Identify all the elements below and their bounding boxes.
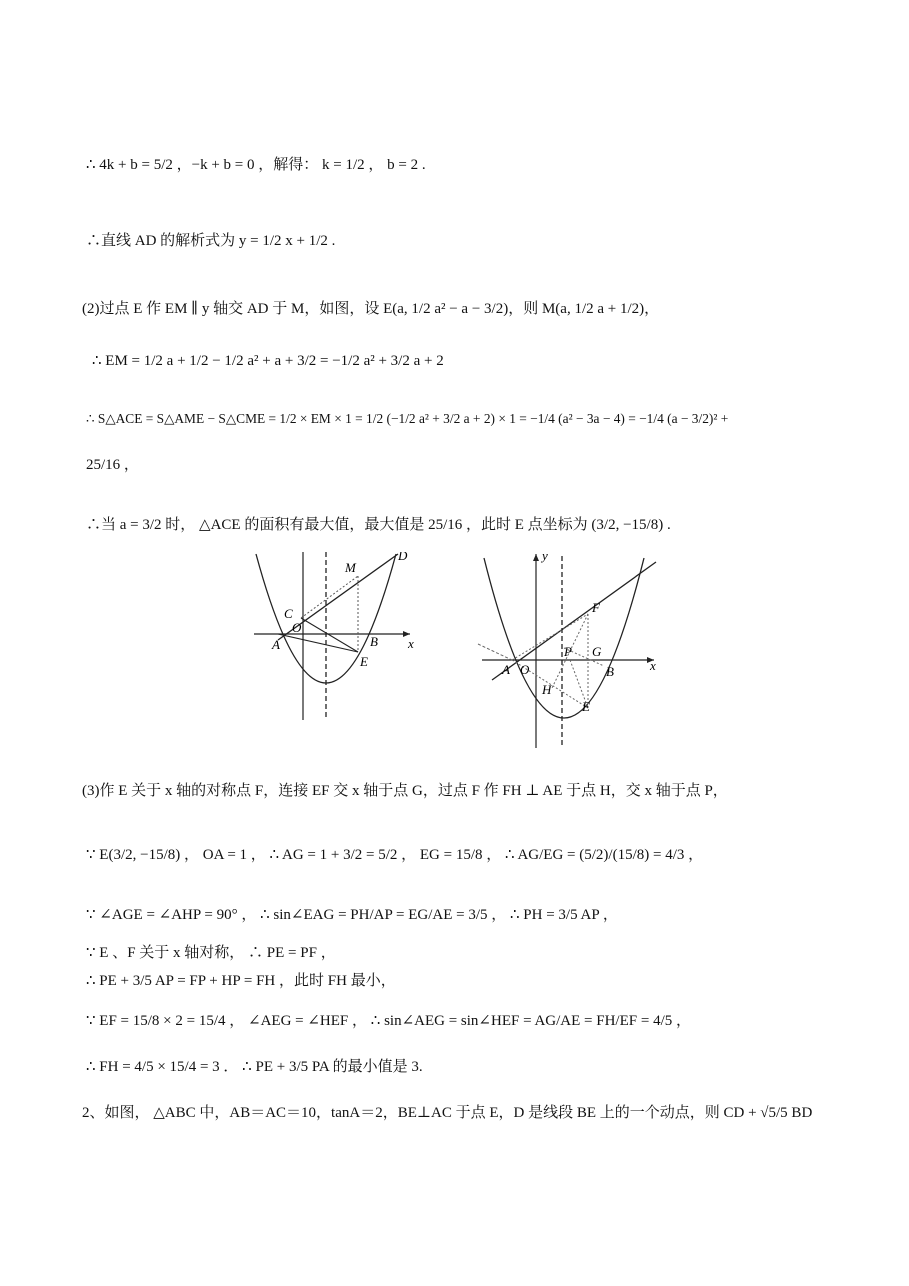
line-13: ∵ EF = 15/8 × 2 = 15/4 ， ∠AEG = ∠HEF ， ∴ sin∠AEG = sin∠HEF = AG/AE = FH/EF = 4/5 ， <box>86 1013 691 1029</box>
line-7: ∴当 a = 3/2 时， △ACE 的面积有最大值，最大值是 25/16 ，此时 E 点坐标为 (3/2, −15/8) . <box>86 517 671 533</box>
segment-cm <box>301 576 358 618</box>
label-p: P <box>564 644 572 659</box>
line-2: ∴直线 AD 的解析式为 y = 1/2 x + 1/2 . <box>86 233 336 249</box>
parabola <box>484 558 644 718</box>
label-g: G <box>592 644 602 659</box>
extension-line <box>478 644 512 660</box>
label-a: A <box>272 637 280 652</box>
figure-1 <box>248 552 418 722</box>
line-15: 2、如图， △ABC 中，AB＝AC＝10，tanA＝2，BE⊥AC 于点 E，D 是线段 BE 上的一个动点，则 CD + √5/5 BD <box>82 1105 813 1121</box>
line-12: ∴ PE + 3/5 AP = FP + HP = FH ，此时 FH 最小， <box>86 973 396 989</box>
line-10: ∵ ∠AGE = ∠AHP = 90° ， ∴ sin∠EAG = PH/AP = EG/AE = 3/5 ， ∴ PH = 3/5 AP ， <box>86 907 618 923</box>
label-b: B <box>606 664 614 679</box>
label-m: M <box>345 560 356 575</box>
label-o: O <box>520 662 530 677</box>
label-o: O <box>292 620 302 635</box>
line-6: 25/16 ， <box>86 457 139 473</box>
line-1: ∴ 4k + b = 5/2 ，−k + b = 0 ，解得： k = 1/2 ， b = 2 . <box>86 157 426 173</box>
line-5: ∴ S△ACE = S△AME − S△CME = 1/2 × EM × 1 = 1/2 (−1/2 a² + 3/2 a + 2) × 1 = −1/4 (a² − 3a − 4) = −1/4 (a − 3/2)² + <box>86 411 729 426</box>
line-3: (2)过点 E 作 EM ∥ y 轴交 AD 于 M，如图，设 E(a, 1/2 a² − a − 3/2)，则 M(a, 1/2 a + 1/2)， <box>82 301 660 317</box>
label-y: y <box>542 548 548 563</box>
label-e: E <box>582 699 590 714</box>
segment-ce <box>301 618 358 652</box>
line-14: ∴ FH = 4/5 × 15/4 = 3 ． ∴ PE + 3/5 PA 的最小值是 3. <box>86 1059 423 1075</box>
label-b: B <box>370 634 378 649</box>
figure-2 <box>472 548 662 748</box>
label-h: H <box>542 682 552 697</box>
label-x: x <box>650 658 656 673</box>
label-f: F <box>592 600 600 615</box>
line-4: ∴ EM = 1/2 a + 1/2 − 1/2 a² + a + 3/2 = −1/2 a² + 3/2 a + 2 <box>92 353 444 369</box>
label-d: D <box>398 552 408 563</box>
line-11: ∵ E 、F 关于 x 轴对称， ∴ PE = PF ， <box>86 945 336 961</box>
label-x: x <box>408 636 414 651</box>
line-ad <box>492 562 656 680</box>
label-e: E <box>360 654 368 669</box>
line-8: (3)作 E 关于 x 轴的对称点 F，连接 EF 交 x 轴于点 G，过点 F 作 FH ⊥ AE 于点 H，交 x 轴于点 P， <box>82 783 728 799</box>
label-c: C <box>284 606 293 621</box>
y-axis-arrow-icon <box>533 554 539 561</box>
label-a: A <box>502 662 510 677</box>
line-9: ∵ E(3/2, −15/8) ， OA = 1 ， ∴ AG = 1 + 3/2 = 5/2 ， EG = 15/8 ， ∴ AG/EG = (5/2)/(15/8) = 4/3 ， <box>86 847 704 863</box>
